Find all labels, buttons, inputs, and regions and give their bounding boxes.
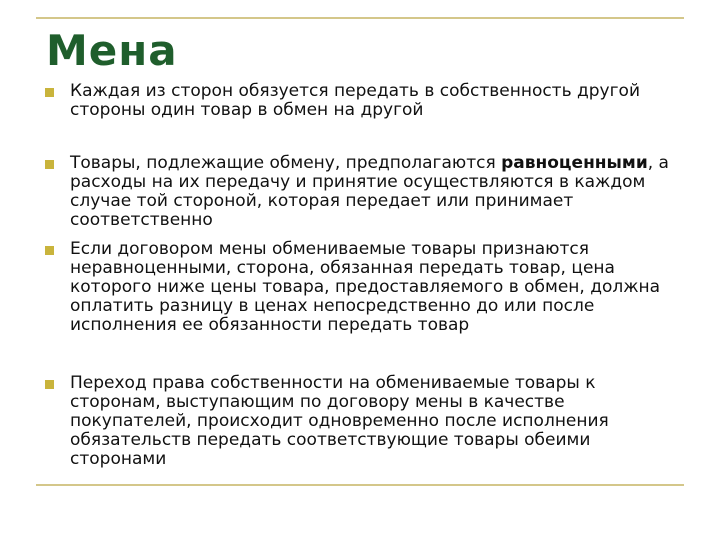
slide-title: Мена [46, 26, 178, 75]
bottom-rule [36, 484, 684, 486]
bullet-text: Переход права собственности на обмениваемые товары к сторонам, выступающим по договору мены в качестве покупателей, происходит одновременно после исполнения обязательств передать соответствующие товары обеими сторонами [70, 373, 609, 469]
bullet-text: Если договором мены обмениваемые товары признаются неравноценными, сторона, обязанная передать товар, цена которого ниже цены товара, предоставляемого в обмен, должна оплатить разницу в ценах непосредственно до или после исполнения ее обязанности передать товар [70, 239, 661, 335]
bullet-text: Каждая из сторон обязуется передать в собственность другой стороны один товар в обмен на другой [70, 81, 640, 120]
square-bullet-icon [45, 380, 54, 389]
bullet-text-part: , а расходы на их передачу и принятие осуществляются в каждом случае той стороной, которая передает или принимает соответственно [70, 153, 669, 230]
square-bullet-icon [45, 246, 54, 255]
square-bullet-icon [45, 160, 54, 169]
bullet-text-part: Товары, подлежащие обмену, предполагаются [70, 153, 502, 173]
bullet-text [70, 154, 680, 230]
bullet-text-bold: равноценными [501, 153, 648, 173]
top-rule [36, 17, 684, 19]
square-bullet-icon [45, 88, 54, 97]
